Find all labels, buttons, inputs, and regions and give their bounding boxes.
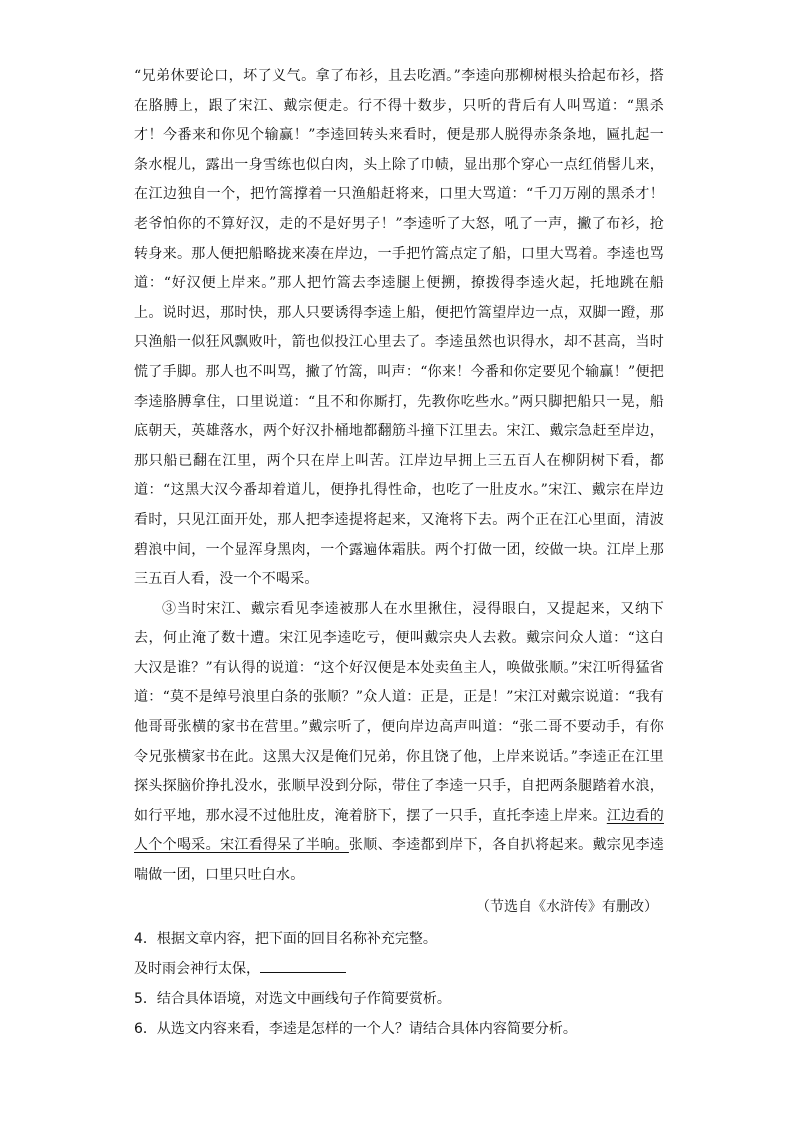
passage-paragraph-2 bbox=[134, 595, 664, 891]
question-4-prompt bbox=[134, 954, 664, 984]
underlined-sentence: 江边看的人个个喝采。宋江看得呆了半晌。 bbox=[134, 807, 664, 854]
question-4: 4．根据文章内容，把下面的回目名称补充完整。 bbox=[134, 931, 437, 948]
passage-paragraph-2-tail: 张顺、李逵都到岸下，各自扒将起来。戴宗见李逵喘做一团，口里只吐白水。 bbox=[134, 837, 665, 884]
answer-blank[interactable] bbox=[260, 958, 346, 973]
passage-paragraph-2-text: ③当时宋江、戴宗看见李逵被那人在水里揪住，浸得眼白，又提起来，又纳下去，何止淹了数十遭。宋江见李逵吃亏，便叫戴宗央人去救。戴宗问众人道：“这白大汉是谁？”有认得的说道：“这个好汉便是本处卖鱼主人，唤做张顺。”宋江听得猛省道：“莫不是绰号浪里白条的张顺？”众人道：正是，正是！”宋江对戴宗说道：“我有他哥哥张横的家书在营里。”戴宗听了，便向岸边高声叫道：“张二哥不要动手，有你令兄张横家书在此。这黑大汉是俺们兄弟，你且饶了他，上岸来说话。”李逵正在江里探头探脑价挣扎没水，张顺早没到分际，带住了李逵一只手，自把两条腿踏着水浪，如行平地，那水浸不过他肚皮，淹着脐下，摆了一只手，直托李逵上岸来。 bbox=[134, 600, 664, 824]
question-5: 5．结合具体语境，对选文中画线句子作简要赏析。 bbox=[134, 991, 451, 1008]
question-6: 6．从选文内容来看，李逵是怎样的一个人？请结合具体内容简要分析。 bbox=[134, 1021, 577, 1038]
passage-paragraph-1: “兄弟休要论口，坏了义气。拿了布衫，且去吃酒。”李逵向那柳树根头拾起布衫，搭在胳膊上，跟了宋江、戴宗便走。行不得十数步，只听的背后有人叫骂道：“黑杀才！今番来和你见个输赢！”李逵回转头来看时，便是那人脱得赤条条地，匾扎起一条水棍儿，露出一身雪练也似白肉，头上除了巾帻，显出那个穿心一点红俏髻儿来，在江边独自一个，把竹篙撑着一只渔船赶将来，口里大骂道：“千刀万剐的黑杀才！老爷怕你的不算好汉，走的不是好男子！”李逵听了大怒，吼了一声，撇了布衫，抢转身来。那人便把船略拢来凑在岸边，一手把竹篙点定了船，口里大骂着。李逵也骂道：“好汉便上岸来。”那人把竹篙去李逵腿上便搠，撩拨得李逵火起，托地跳在船上。说时迟，那时快，那人只要诱得李逵上船，便把竹篙望岸边一点，双脚一蹬，那只渔船一似狂风飘败叶，箭也似投江心里去了。李逵虽然也识得水，却不甚高，当时慌了手脚。那人也不叫骂，撇了竹篙，叫声：“你来！今番和你定要见个输赢！”便把李逵胳膊拿住，口里说道：“且不和你厮打，先教你吃些水。”两只脚把船只一晃，船底朝天，英雄落水，两个好汉扑桶地都翻筋斗撞下江里去。宋江、戴宗急赶至岸边，那只船已翻在江里，两个只在岸上叫苦。江岸边早拥上三五百人在柳阴树下看，都道：“这黑大汉今番却着道儿，便挣扎得性命，也吃了一肚皮水。”宋江、戴宗在岸边看时，只见江面开处，那人把李逵提将起来，又淹将下去。两个正在江心里面，清波碧浪中间，一个显浑身黑肉，一个露遍体霜肤。两个打做一团，绞做一块。江岸上那三五百人看，没一个不喝采。 bbox=[134, 68, 664, 588]
question-4-prompt-text: 及时雨会神行太保， bbox=[134, 961, 260, 978]
source-citation: （节选自《水浒传》有删改） bbox=[476, 898, 658, 915]
document-page bbox=[134, 62, 664, 1044]
